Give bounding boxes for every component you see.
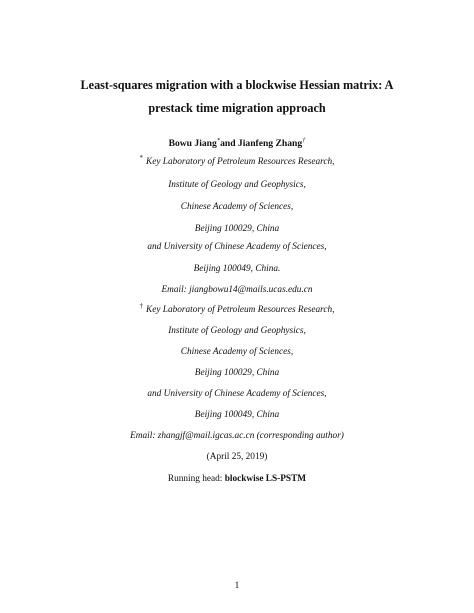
- affiliation-2-email: Email: zhangjf@mail.igcas.ac.cn (corresponding author): [130, 431, 344, 441]
- affiliation-1-line-5: and University of Chinese Academy of Sciences,: [147, 242, 327, 252]
- affiliation-1-line-6: Beijing 100049, China.: [193, 264, 281, 274]
- paper-date: (April 25, 2019): [206, 452, 268, 462]
- affiliation-1-line-3: Chinese Academy of Sciences,: [180, 202, 294, 212]
- affiliation-1-text-1: Key Laboratory of Petroleum Resources Research,: [146, 157, 335, 168]
- affiliation-2-line-3: Chinese Academy of Sciences,: [180, 347, 294, 357]
- affiliation-2-line-4: Beijing 100029, China: [194, 368, 280, 378]
- page-number: 1: [234, 581, 240, 591]
- author-1-mark: *: [216, 136, 221, 144]
- running-head-label: Running head:: [167, 474, 223, 484]
- affiliation-2-line-6: Beijing 100049, China: [194, 410, 280, 420]
- affiliation-2-text-1: Key Laboratory of Petroleum Resources Research,: [146, 305, 335, 316]
- author-name-2: and Jianfeng Zhang: [220, 138, 303, 149]
- affiliation-2-line-2: Institute of Geology and Geophysics,: [168, 326, 306, 336]
- paper-title-line-2: prestack time migration approach: [148, 101, 326, 115]
- affiliation-1-line-2: Institute of Geology and Geophysics,: [168, 180, 306, 190]
- affiliation-2-mark: †: [139, 302, 143, 310]
- paper-title-line-1: Least-squares migration with a blockwise Hessian matrix: A: [80, 78, 394, 92]
- affiliation-2-line-5: and University of Chinese Academy of Sciences,: [147, 389, 327, 399]
- author-name-1: Bowu Jiang: [168, 138, 217, 149]
- affiliation-1-mark: *: [139, 154, 143, 162]
- affiliation-1-line-1: [0, 154, 474, 168]
- affiliation-1-line-4: Beijing 100029, China: [194, 224, 280, 234]
- running-head-value: blockwise LS-PSTM: [224, 474, 307, 484]
- running-head: [0, 475, 474, 484]
- author-line: [0, 136, 474, 149]
- affiliation-1-email: Email: jiangbowu14@mails.ucas.edu.cn: [161, 285, 313, 295]
- author-2-mark: †: [302, 136, 306, 144]
- affiliation-2-line-1: [0, 302, 474, 316]
